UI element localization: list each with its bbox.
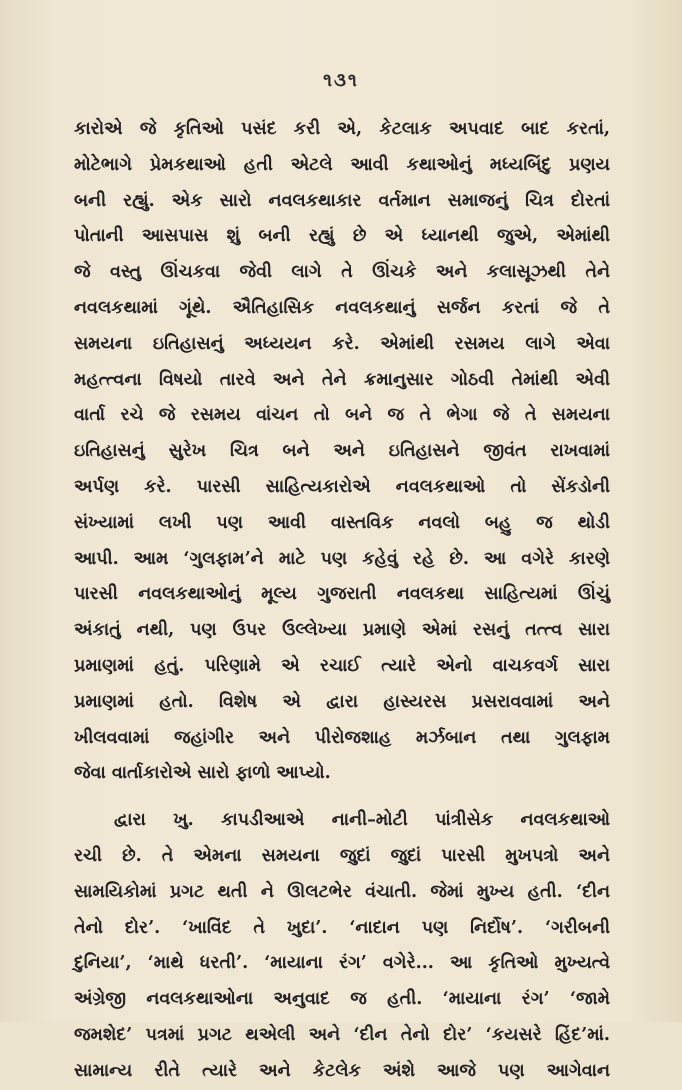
paragraph-2-line: સામાન્ય રીતે ત્યારે અને કેટલેક અંશે આજે પણ આગેવાન <box>74 1060 610 1081</box>
paragraph-1-line: સંખ્યામાં લખી પણ આવી વાસ્તવિક નવલો બહુ જ થોડી <box>74 512 610 533</box>
page-number: ૧૩૧ <box>323 70 359 91</box>
paragraph-1-last-line: જેવા વાર્તાકારોએ સારો ફાળો આપ્યો. <box>74 763 331 784</box>
paragraph-1-line: અર્પણ કરે. પારસી સાહિત્યકારોએ નવલકથાઓ તો સેંકડોની <box>74 476 610 497</box>
paragraph-1-line: નવલકથામાં ગૂંથે. ઐતિહાસિક નવલકથાનું સર્જન કરતાં જે તે <box>74 297 610 318</box>
paragraph-2-line: રચી છે. તે એમના સમયના જુદાં જુદાં પારસી મુખપત્રો અને <box>74 845 610 866</box>
paragraph-1-line: પ્રમાણમાં હતો. વિશેષ એ દ્વારા હાસ્યરસ પ્રસરાવવામાં અને <box>74 691 610 712</box>
paragraph-2-line: અંગ્રેજી નવલકથાઓના અનુવાદ જ હતી. ‘માયાના રંગ’ ‘જામે <box>74 989 610 1010</box>
paragraph-1-line: મોટેભાગે પ્રેમકથાઓ હતી એટલે આવી કથાઓનું મધ્યબિંદુ પ્રણય <box>74 154 610 175</box>
paragraph-2-line: જમશેદ’ પત્રમાં પ્રગટ થએલી અને ‘દીન તેનો દોર’ ‘કયસરે હિંદ’માં. <box>74 1024 610 1045</box>
paragraph-1-line: જે વસ્તુ ઊંચકવા જેવી લાગે તે ઊંચકે અને કલાસૂઝથી તેને <box>74 262 610 283</box>
paragraph-gap <box>74 792 610 803</box>
paragraph-1-line: પ્રમાણમાં હતું. પરિણામે એ રચાઈ ત્યારે એનો વાચકવર્ગ સારા <box>74 655 610 676</box>
paragraph-1-line: પારસી નવલકથાઓનું મૂલ્ય ગુજરાતી નવલકથા સાહિત્યમાં ઊંચું <box>74 584 610 605</box>
paragraph-1-line: સમયના ઇતિહાસનું અધ્યયન કરે. એમાંથી રસમય લાગે એવા <box>74 333 610 354</box>
paragraph-1-line: વાર્તા રચે જે રસમય વાંચન તો બને જ તે ભેગા જે તે સમયના <box>74 405 610 426</box>
paragraph-2-line: દુનિયા’, ‘માથે ધરતી’. ‘માયાના રંગ’ વગેરે... આ કૃતિઓ મુખ્યત્વે <box>74 953 610 974</box>
paragraph-1-line: આપી. આમ ‘ગુલફામ’ને માટે પણ કહેવું રહે છે. આ વગેરે કારણે <box>74 548 610 569</box>
paragraph-1-line: મહત્ત્વના વિષયો તારવે અને તેને ક્રમાનુસાર ગોઠવી તેમાંથી એવી <box>74 369 610 390</box>
paragraph-2-line: સામયિકોમાં પ્રગટ થતી ને ઊલટભેર વંચાતી. જેમાં મુખ્ય હતી. ‘દીન <box>74 881 610 902</box>
body-text <box>74 112 610 1090</box>
paragraph-1-line: ખીલવવામાં જહાંગીર અને પીરોજશાહ મર્ઝબાન તથા ગુલફામ <box>74 727 610 748</box>
paragraph-1-line: ઇતિહાસનું સુરેખ ચિત્ર બને અને ઇતિહાસને જીવંત રાખવામાં <box>74 441 610 462</box>
paragraph-1-line: અંકાતું નથી, પણ ઉપર ઉલ્લેખ્યા પ્રમાણે એમાં રસનું તત્ત્વ સારા <box>74 620 610 641</box>
paragraph-2-first-line: દ્વારા ખુ. કાપડીઆએ નાની–મોટી પાંત્રીસેક નવલકથાઓ <box>114 810 610 831</box>
paragraph-1-line: બની રહ્યું. એક સારો નવલકથાકાર વર્તમાન સમાજનું ચિત્ર દોરતાં <box>74 190 610 211</box>
paragraph-2-line: તેનો દોર’. ‘ખાવિંદ તે ખુદા’. ‘નાદાન પણ નિર્દોષ’. ‘ગરીબની <box>74 917 610 938</box>
paragraph-1-line: પોતાની આસપાસ શું બની રહ્યું છે એ ધ્યાનથી જુએ, એમાંથી <box>74 226 610 247</box>
paragraph-1-line: કારોએ જે કૃતિઓ પસંદ કરી એ, કેટલાક અપવાદ બાદ કરતાં, <box>74 119 610 139</box>
